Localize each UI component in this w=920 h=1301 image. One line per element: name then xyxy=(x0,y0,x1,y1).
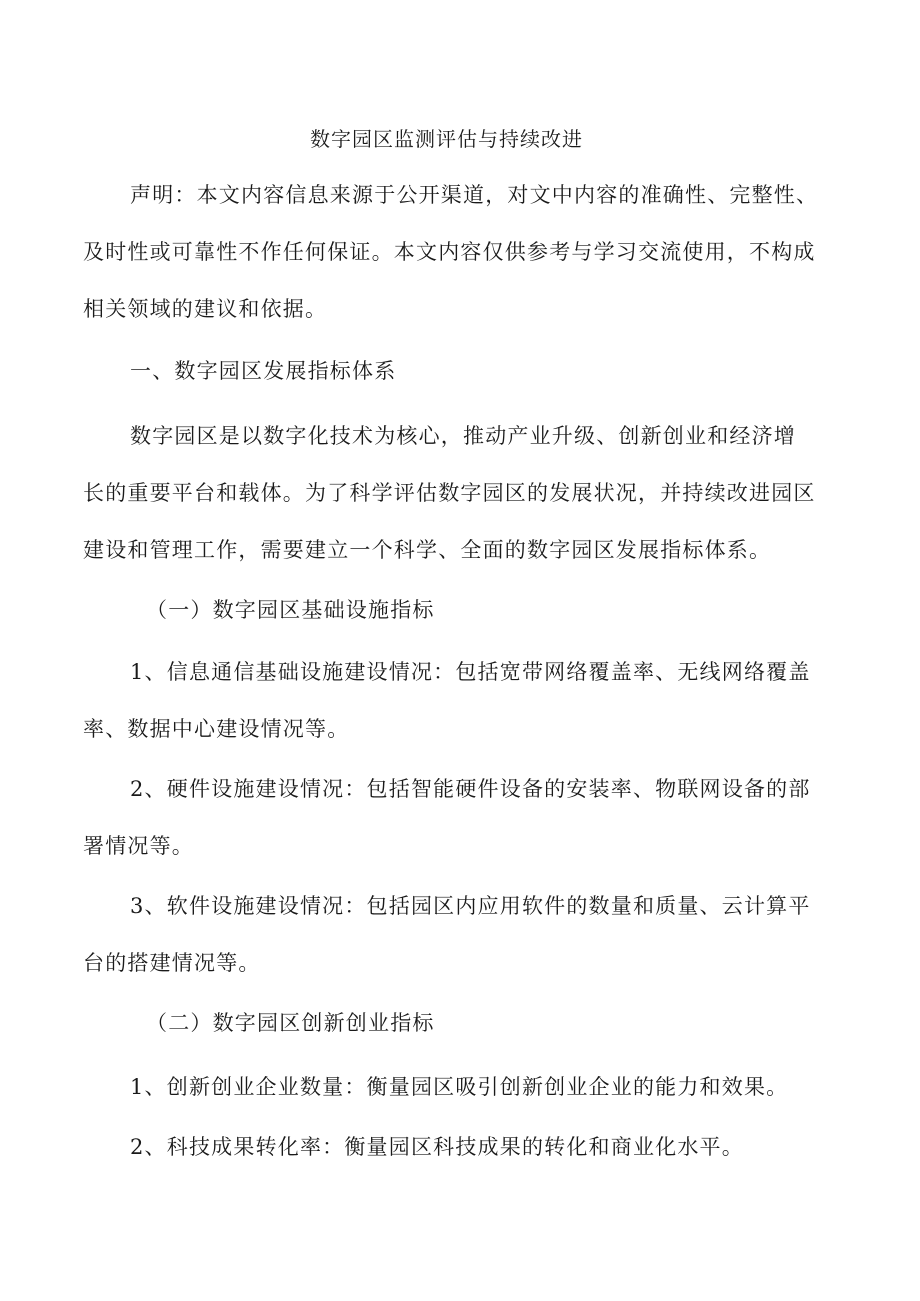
subsection-heading: （一）数字园区基础设施指标 xyxy=(146,598,435,622)
list-item-line: 台的搭建情况等。 xyxy=(83,951,261,975)
list-item-line: 1、创新创业企业数量：衡量园区吸引创新创业企业的能力和效果。 xyxy=(130,1075,789,1099)
list-item-line: 2、科技成果转化率：衡量园区科技成果的转化和商业化水平。 xyxy=(130,1135,744,1159)
section-heading: 一、数字园区发展指标体系 xyxy=(130,359,397,383)
disclaimer-line-2: 及时性或可靠性不作任何保证。本文内容仅供参考与学习交流使用，不构成 xyxy=(83,240,816,264)
list-item-line: 率、数据中心建设情况等。 xyxy=(83,717,350,741)
subsection-heading: （二）数字园区创新创业指标 xyxy=(146,1011,435,1035)
paragraph-line: 数字园区是以数字化技术为核心，推动产业升级、创新创业和经济增 xyxy=(130,424,796,448)
paragraph-line: 建设和管理工作，需要建立一个科学、全面的数字园区发展指标体系。 xyxy=(83,538,772,562)
paragraph-line: 长的重要平台和载体。为了科学评估数字园区的发展状况，并持续改进园区 xyxy=(83,481,816,505)
list-item-line: 2、硬件设施建设情况：包括智能硬件设备的安装率、物联网设备的部 xyxy=(130,777,811,801)
list-item-line: 1、信息通信基础设施建设情况：包括宽带网络覆盖率、无线网络覆盖 xyxy=(130,660,811,684)
disclaimer-line-1: 声明：本文内容信息来源于公开渠道，对文中内容的准确性、完整性、 xyxy=(130,183,819,207)
list-item-line: 3、软件设施建设情况：包括园区内应用软件的数量和质量、云计算平 xyxy=(130,894,811,918)
disclaimer-line-3: 相关领域的建议和依据。 xyxy=(83,297,328,321)
list-item-line: 署情况等。 xyxy=(83,834,194,858)
document-title: 数字园区监测评估与持续改进 xyxy=(310,127,583,151)
